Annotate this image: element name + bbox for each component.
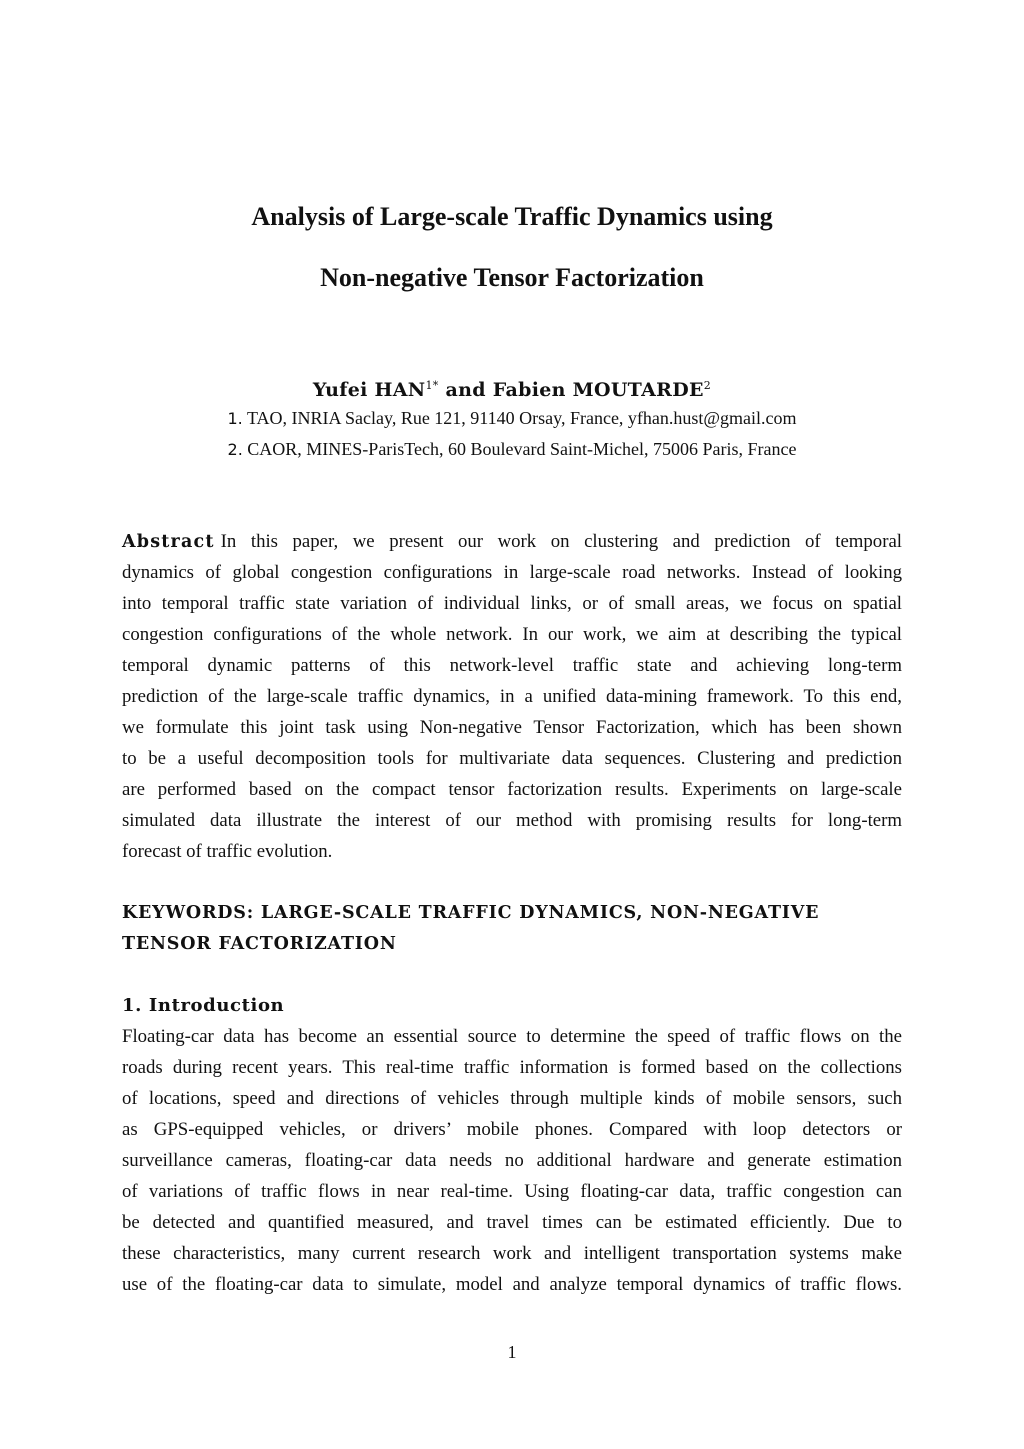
- author-line: [0, 372, 1024, 404]
- author-2-mark: 2: [703, 379, 712, 392]
- affiliation-2: [0, 437, 1024, 462]
- keywords-line-2: TENSOR FACTORIZATION: [122, 934, 397, 954]
- intro-line: Floating-car data has become an essential source to determine the speed of traffic flows on the: [122, 1026, 902, 1047]
- abstract: [122, 526, 902, 867]
- abstract-line: into temporal traffic state variation of individual links, or of small areas, we focus on spatial: [122, 593, 902, 614]
- author-2-name: Fabien MOUTARDE: [492, 379, 704, 401]
- introduction-body: [122, 1021, 902, 1300]
- abstract-line: simulated data illustrate the interest of our method with promising results for long-term: [122, 810, 902, 831]
- abstract-heading: Abstract: [122, 532, 215, 552]
- keywords-line-1: KEYWORDS: LARGE-SCALE TRAFFIC DYNAMICS, NON-NEGATIVE: [122, 903, 820, 923]
- paper-title-line-1: Analysis of Large-scale Traffic Dynamics using: [251, 202, 773, 231]
- abstract-line: to be a useful decomposition tools for multivariate data sequences. Clustering and prediction: [122, 748, 902, 769]
- intro-line: these characteristics, many current research work and intelligent transportation systems make: [122, 1243, 902, 1264]
- abstract-line: forecast of traffic evolution.: [122, 841, 333, 862]
- affiliation-1: [0, 406, 1024, 431]
- author-1-name: Yufei HAN: [312, 379, 426, 401]
- intro-line: surveillance cameras, floating-car data needs no additional hardware and generate estimation: [122, 1150, 902, 1171]
- abstract-line: prediction of the large-scale traffic dynamics, in a unified data-mining framework. To this end,: [122, 686, 902, 707]
- abstract-line: Abstract In this paper, we present our work on clustering and prediction of temporal: [122, 531, 902, 552]
- affiliation-1-number: 1.: [227, 409, 243, 428]
- affiliation-1-text: TAO, INRIA Saclay, Rue 121, 91140 Orsay, France, yfhan.hust@gmail.com: [246, 408, 797, 428]
- author-1-mark: 1*: [425, 379, 439, 392]
- abstract-line: we formulate this joint task using Non-negative Tensor Factorization, which has been shown: [122, 717, 902, 738]
- intro-line: of variations of traffic flows in near real-time. Using floating-car data, traffic congestion can: [122, 1181, 902, 1202]
- keywords: [122, 898, 902, 960]
- intro-line: as GPS-equipped vehicles, or drivers’ mobile phones. Compared with loop detectors or: [122, 1119, 902, 1140]
- intro-line: roads during recent years. This real-time traffic information is formed based on the collections: [122, 1057, 902, 1078]
- abstract-line: congestion configurations of the whole network. In our work, we aim at describing the typical: [122, 624, 902, 645]
- intro-line: use of the floating-car data to simulate, model and analyze temporal dynamics of traffic flows.: [122, 1274, 902, 1295]
- affiliation-2-number: 2.: [227, 440, 243, 459]
- author-connector: and: [445, 379, 486, 401]
- page-number: 1: [507, 1342, 517, 1362]
- intro-line: be detected and quantified measured, and travel times can be estimated efficiently. Due to: [122, 1212, 902, 1233]
- intro-line: of locations, speed and directions of vehicles through multiple kinds of mobile sensors, such: [122, 1088, 902, 1109]
- paper-title-line-2: Non-negative Tensor Factorization: [320, 263, 704, 292]
- abstract-line: dynamics of global congestion configurations in large-scale road networks. Instead of looking: [122, 562, 902, 583]
- affiliation-2-text: CAOR, MINES-ParisTech, 60 Boulevard Saint-Michel, 75006 Paris, France: [247, 439, 797, 459]
- abstract-line: temporal dynamic patterns of this network-level traffic state and achieving long-term: [122, 655, 902, 676]
- section-heading-introduction: 1. Introduction: [122, 995, 285, 1016]
- abstract-line: are performed based on the compact tensor factorization results. Experiments on large-scale: [122, 779, 902, 800]
